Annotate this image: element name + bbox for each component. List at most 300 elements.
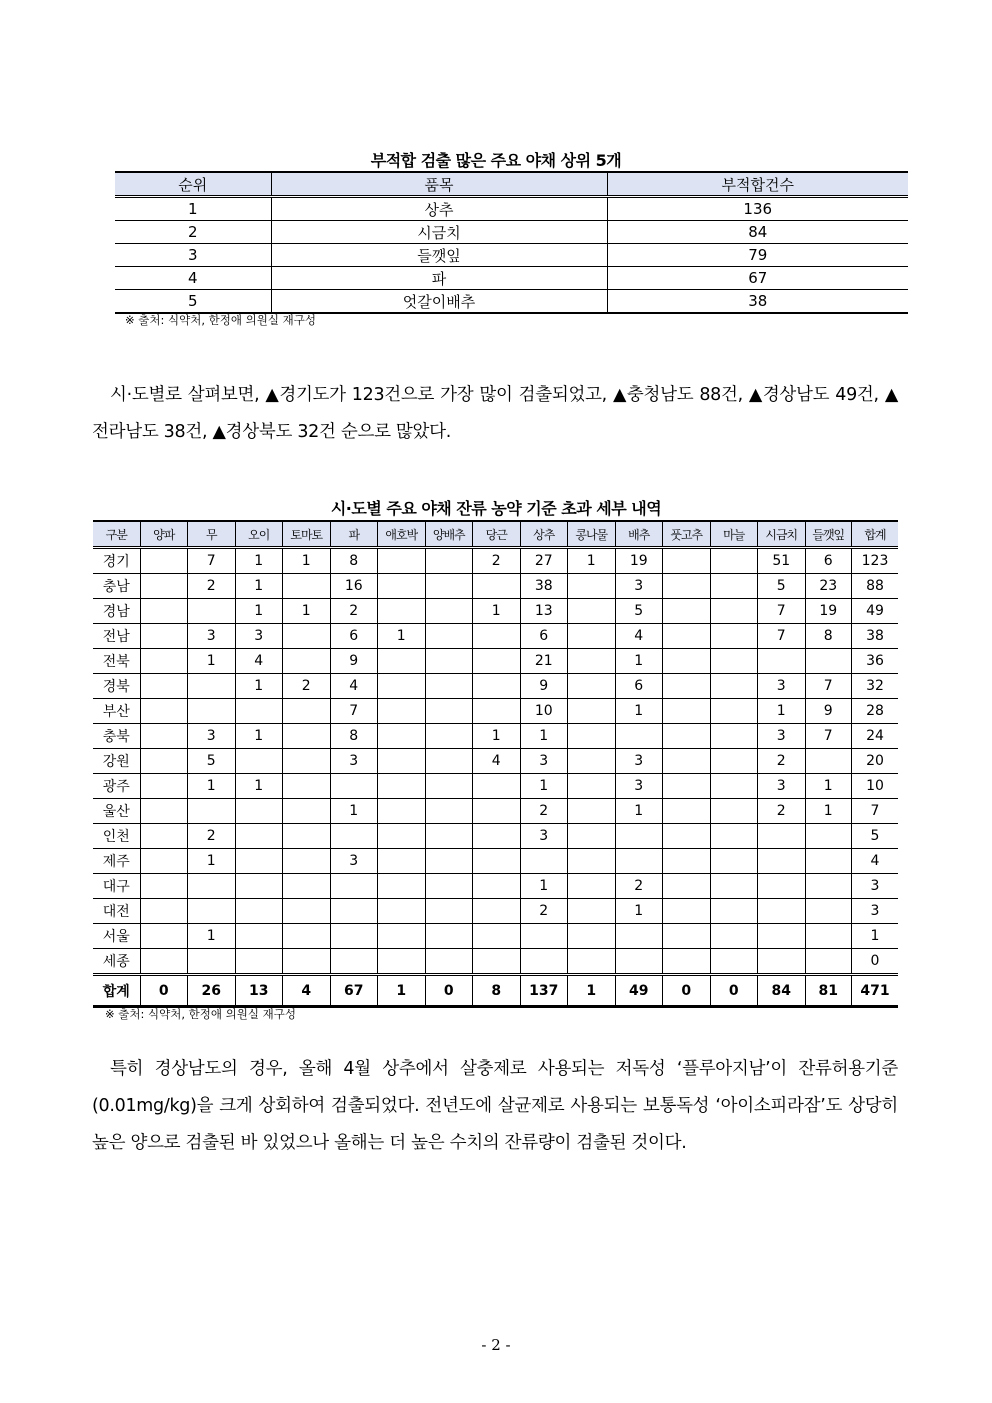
- total-cell: 26: [188, 975, 236, 1007]
- table-cell: [283, 724, 331, 749]
- table-cell: 19: [805, 599, 852, 624]
- table-cell: [568, 674, 616, 699]
- table-cell: [283, 749, 331, 774]
- table-cell: [378, 749, 426, 774]
- table-cell: [758, 899, 806, 924]
- table-cell: [235, 874, 283, 899]
- table-row: [93, 849, 898, 874]
- table-cell: [568, 699, 616, 724]
- table-cell: [140, 799, 188, 824]
- table-cell: 136: [607, 197, 908, 221]
- table-cell: 4: [235, 649, 283, 674]
- table-cell: [710, 774, 758, 799]
- table-cell: [663, 674, 711, 699]
- table-cell: [805, 949, 852, 975]
- table-cell: 1: [615, 649, 663, 674]
- table-cell: 2: [330, 599, 378, 624]
- table-cell: 6: [520, 624, 568, 649]
- table-cell: [568, 649, 616, 674]
- table-row: [115, 244, 908, 267]
- table-cell: [615, 849, 663, 874]
- column-header: 애호박: [378, 521, 426, 548]
- table-cell: [568, 599, 616, 624]
- table-row: [93, 674, 898, 699]
- table-row: [115, 221, 908, 244]
- table-cell: [378, 724, 426, 749]
- paragraph-regional-summary: [92, 377, 898, 451]
- table-cell: [425, 599, 473, 624]
- table-cell: [188, 949, 236, 975]
- table-cell: [473, 899, 521, 924]
- table-cell: [615, 949, 663, 975]
- table-row: [93, 899, 898, 924]
- table-cell: 8: [330, 724, 378, 749]
- table-cell: [615, 824, 663, 849]
- column-header: 무: [188, 521, 236, 548]
- table-cell: 36: [852, 649, 899, 674]
- table-cell: [378, 674, 426, 699]
- table-cell: 3: [615, 749, 663, 774]
- table-row: [93, 724, 898, 749]
- table-row: [93, 574, 898, 599]
- table-cell: 13: [520, 599, 568, 624]
- table-cell: 7: [758, 624, 806, 649]
- table-cell: [710, 849, 758, 874]
- table-cell: [663, 799, 711, 824]
- table-cell: 1: [283, 548, 331, 574]
- table-cell: [330, 949, 378, 975]
- table-cell: [140, 849, 188, 874]
- table-cell: [520, 849, 568, 874]
- table-cell: [140, 899, 188, 924]
- table-cell: [568, 849, 616, 874]
- table-cell: [330, 899, 378, 924]
- table-cell: 1: [188, 649, 236, 674]
- table-cell: 5: [615, 599, 663, 624]
- table-cell: [568, 924, 616, 949]
- table-cell: 3: [615, 574, 663, 599]
- table-cell: 88: [852, 574, 899, 599]
- table-row: [93, 824, 898, 849]
- table-row: [93, 874, 898, 899]
- column-header: 양배추: [425, 521, 473, 548]
- region-cell: 강원: [93, 749, 140, 774]
- table-cell: [283, 699, 331, 724]
- table-cell: [805, 824, 852, 849]
- table-cell: [283, 924, 331, 949]
- table-cell: 2: [758, 749, 806, 774]
- table-cell: [425, 674, 473, 699]
- region-cell: 광주: [93, 774, 140, 799]
- column-header: 순위: [115, 172, 271, 197]
- table-cell: [188, 799, 236, 824]
- table-cell: [425, 924, 473, 949]
- table-cell: [140, 649, 188, 674]
- total-cell: 471: [852, 975, 899, 1007]
- table-cell: 9: [330, 649, 378, 674]
- table-cell: 1: [330, 799, 378, 824]
- table-cell: [425, 749, 473, 774]
- table-row: [93, 624, 898, 649]
- table-cell: [663, 699, 711, 724]
- table-cell: [568, 624, 616, 649]
- table-cell: [235, 824, 283, 849]
- table-cell: [425, 548, 473, 574]
- table-cell: 1: [520, 874, 568, 899]
- table-cell: [140, 599, 188, 624]
- table-cell: [568, 574, 616, 599]
- table-cell: [283, 774, 331, 799]
- column-header: 콩나물: [568, 521, 616, 548]
- table-cell: [473, 674, 521, 699]
- region-cell: 울산: [93, 799, 140, 824]
- table-cell: [235, 749, 283, 774]
- table-cell: 1: [235, 574, 283, 599]
- table-cell: 3: [758, 674, 806, 699]
- total-cell: 합계: [93, 975, 140, 1007]
- table-cell: 84: [607, 221, 908, 244]
- total-cell: 67: [330, 975, 378, 1007]
- table-cell: [425, 724, 473, 749]
- table-cell: [378, 824, 426, 849]
- table2-title: 시·도별 주요 야채 잔류 농약 기준 초과 세부 내역: [330, 499, 662, 518]
- table-cell: 10: [520, 699, 568, 724]
- table-cell: [473, 949, 521, 975]
- table-row: [115, 197, 908, 221]
- table-cell: [140, 724, 188, 749]
- table-row: [93, 699, 898, 724]
- table-row: [93, 599, 898, 624]
- table-cell: 38: [852, 624, 899, 649]
- table-cell: 1: [473, 599, 521, 624]
- total-cell: 49: [615, 975, 663, 1007]
- table-cell: [615, 924, 663, 949]
- table-cell: 3: [615, 774, 663, 799]
- table-cell: [710, 824, 758, 849]
- table-cell: 1: [473, 724, 521, 749]
- table-cell: 38: [520, 574, 568, 599]
- table-cell: [568, 949, 616, 975]
- table-cell: 16: [330, 574, 378, 599]
- table-cell: 9: [805, 699, 852, 724]
- table-cell: 8: [805, 624, 852, 649]
- table-cell: [710, 724, 758, 749]
- table-row: [93, 548, 898, 574]
- table2-source: ※ 출처: 식약처, 한정애 의원실 재구성: [105, 1007, 296, 1021]
- table-cell: [520, 924, 568, 949]
- column-header: 풋고추: [663, 521, 711, 548]
- table-cell: [473, 799, 521, 824]
- total-cell: 0: [425, 975, 473, 1007]
- table-row: [115, 267, 908, 290]
- table-cell: 4: [852, 849, 899, 874]
- table-cell: 7: [852, 799, 899, 824]
- table-cell: [283, 849, 331, 874]
- table-cell: [805, 899, 852, 924]
- table-cell: [330, 824, 378, 849]
- column-header: 오이: [235, 521, 283, 548]
- column-header: 합계: [852, 521, 899, 548]
- table-cell: [425, 899, 473, 924]
- table-cell: [425, 699, 473, 724]
- table-cell: [283, 574, 331, 599]
- table-cell: [710, 949, 758, 975]
- table-cell: 19: [615, 548, 663, 574]
- table-cell: [235, 899, 283, 924]
- table-row: [93, 649, 898, 674]
- table-cell: [330, 924, 378, 949]
- table-cell: [710, 799, 758, 824]
- column-header: 품목: [271, 172, 607, 197]
- table-cell: [663, 749, 711, 774]
- table-cell: [140, 574, 188, 599]
- table-cell: 67: [607, 267, 908, 290]
- table-cell: [473, 874, 521, 899]
- region-cell: 대전: [93, 899, 140, 924]
- table-cell: 2: [473, 548, 521, 574]
- table-cell: [330, 774, 378, 799]
- table-cell: [235, 949, 283, 975]
- table-row: [93, 749, 898, 774]
- table-cell: [283, 799, 331, 824]
- paragraph-text: 특히 경상남도의 경우, 올해 4월 상추에서 살충제로 사용되는 저독성 ‘플루아지남’이 잔류허용기준(0.01mg/kg)을 크게 상회하여 검출되었다. 전년도에 살균제로 사용되는 보통독성 ‘아이소피라잠’도 상당히 높은 양으로 검출된 바 있었으나 올해는 더 높은 수치의 잔류량이 검출된 것이다.: [92, 1059, 898, 1153]
- table-cell: 27: [520, 548, 568, 574]
- table-cell: 10: [852, 774, 899, 799]
- table-cell: [710, 624, 758, 649]
- table-cell: 6: [330, 624, 378, 649]
- table-cell: [663, 548, 711, 574]
- table-cell: 3: [235, 624, 283, 649]
- table-cell: [663, 874, 711, 899]
- region-cell: 충남: [93, 574, 140, 599]
- table-cell: 3: [852, 874, 899, 899]
- table-cell: [805, 749, 852, 774]
- table-cell: [378, 699, 426, 724]
- table-cell: [425, 949, 473, 975]
- table-cell: [710, 924, 758, 949]
- column-header: 구분: [93, 521, 140, 548]
- table-cell: [663, 774, 711, 799]
- table-cell: [758, 949, 806, 975]
- region-cell: 충북: [93, 724, 140, 749]
- table-cell: 1: [188, 849, 236, 874]
- column-header: 마늘: [710, 521, 758, 548]
- table-cell: 1: [615, 899, 663, 924]
- column-header: 상추: [520, 521, 568, 548]
- total-cell: 0: [663, 975, 711, 1007]
- table-cell: [140, 874, 188, 899]
- table-cell: 3: [520, 824, 568, 849]
- table-cell: 7: [805, 674, 852, 699]
- table-cell: [330, 874, 378, 899]
- region-cell: 전남: [93, 624, 140, 649]
- table-cell: 5: [115, 290, 271, 314]
- table-cell: 2: [615, 874, 663, 899]
- table-cell: 1: [188, 924, 236, 949]
- table1-title: 부적합 검출 많은 주요 야채 상위 5개: [370, 151, 622, 170]
- table-cell: [140, 924, 188, 949]
- table-cell: [710, 574, 758, 599]
- table-cell: [710, 874, 758, 899]
- table-cell: 1: [188, 774, 236, 799]
- table-cell: [663, 924, 711, 949]
- table-cell: 1: [568, 548, 616, 574]
- table-cell: [710, 548, 758, 574]
- table-cell: 23: [805, 574, 852, 599]
- region-cell: 대구: [93, 874, 140, 899]
- region-cell: 부산: [93, 699, 140, 724]
- table-cell: 123: [852, 548, 899, 574]
- table-cell: [805, 924, 852, 949]
- table-cell: [378, 548, 426, 574]
- table-cell: 28: [852, 699, 899, 724]
- table-cell: 5: [758, 574, 806, 599]
- total-cell: 137: [520, 975, 568, 1007]
- table-cell: 7: [330, 699, 378, 724]
- table-cell: [188, 699, 236, 724]
- table-cell: 8: [330, 548, 378, 574]
- table-row: [93, 774, 898, 799]
- table-cell: [140, 624, 188, 649]
- table-cell: [378, 799, 426, 824]
- table-cell: 1: [235, 548, 283, 574]
- table-cell: [758, 849, 806, 874]
- region-cell: 전북: [93, 649, 140, 674]
- total-cell: 8: [473, 975, 521, 1007]
- table-cell: 2: [188, 824, 236, 849]
- table-cell: 5: [852, 824, 899, 849]
- table-cell: [710, 674, 758, 699]
- table-cell: 3: [758, 724, 806, 749]
- total-cell: 1: [378, 975, 426, 1007]
- table-cell: [473, 624, 521, 649]
- table-cell: 1: [758, 699, 806, 724]
- table-cell: 51: [758, 548, 806, 574]
- table-cell: 4: [115, 267, 271, 290]
- table-row: [93, 799, 898, 824]
- table-cell: [663, 724, 711, 749]
- table-row: [93, 924, 898, 949]
- column-header: 당근: [473, 521, 521, 548]
- table-cell: 1: [615, 699, 663, 724]
- table-cell: 3: [758, 774, 806, 799]
- table-cell: [663, 574, 711, 599]
- table-cell: [283, 899, 331, 924]
- table-cell: [425, 624, 473, 649]
- table-cell: 2: [520, 799, 568, 824]
- table-cell: [805, 849, 852, 874]
- table-cell: [188, 599, 236, 624]
- table-cell: [473, 849, 521, 874]
- table-cell: [758, 824, 806, 849]
- table-cell: [473, 824, 521, 849]
- table-cell: [425, 649, 473, 674]
- table-cell: 7: [758, 599, 806, 624]
- table-cell: 1: [805, 799, 852, 824]
- table-cell: [378, 599, 426, 624]
- table-cell: 32: [852, 674, 899, 699]
- table-cell: [283, 824, 331, 849]
- table-cell: 1: [805, 774, 852, 799]
- table-cell: [425, 574, 473, 599]
- table-cell: [140, 774, 188, 799]
- table-cell: 시금치: [271, 221, 607, 244]
- table-cell: 24: [852, 724, 899, 749]
- table-cell: [378, 849, 426, 874]
- table-cell: [663, 899, 711, 924]
- table-cell: 3: [188, 624, 236, 649]
- table-cell: 2: [283, 674, 331, 699]
- table-cell: [235, 849, 283, 874]
- table-cell: [378, 574, 426, 599]
- table-cell: 1: [852, 924, 899, 949]
- table-cell: 3: [188, 724, 236, 749]
- table-cell: [710, 699, 758, 724]
- column-header: 토마토: [283, 521, 331, 548]
- table-cell: 1: [115, 197, 271, 221]
- table-cell: [140, 949, 188, 975]
- table-cell: 4: [473, 749, 521, 774]
- table-cell: [805, 874, 852, 899]
- table-cell: [425, 874, 473, 899]
- table-cell: 1: [615, 799, 663, 824]
- regional-detail-table: [93, 520, 898, 1008]
- table-cell: 1: [520, 724, 568, 749]
- region-cell: 경남: [93, 599, 140, 624]
- table-cell: 1: [235, 674, 283, 699]
- table-cell: [378, 949, 426, 975]
- table-cell: [710, 599, 758, 624]
- table-cell: 1: [235, 599, 283, 624]
- table-cell: [378, 874, 426, 899]
- region-cell: 인천: [93, 824, 140, 849]
- table-cell: [520, 949, 568, 975]
- table-cell: 3: [115, 244, 271, 267]
- table-cell: [235, 924, 283, 949]
- table-cell: 2: [188, 574, 236, 599]
- table-cell: [140, 674, 188, 699]
- table-cell: 2: [115, 221, 271, 244]
- table-cell: [473, 699, 521, 724]
- table-cell: [663, 949, 711, 975]
- table-cell: [710, 899, 758, 924]
- table-cell: 49: [852, 599, 899, 624]
- table-cell: 1: [235, 724, 283, 749]
- column-header: 배추: [615, 521, 663, 548]
- table-cell: [758, 649, 806, 674]
- region-cell: 서울: [93, 924, 140, 949]
- table-cell: [425, 849, 473, 874]
- table-cell: [710, 749, 758, 774]
- table-cell: [378, 649, 426, 674]
- table-cell: [283, 649, 331, 674]
- table-cell: [663, 624, 711, 649]
- table-cell: 0: [852, 949, 899, 975]
- paragraph-text: 시·도별로 살펴보면, ▲경기도가 123건으로 가장 많이 검출되었고, ▲충청남도 88건, ▲경상남도 49건, ▲전라남도 38건, ▲경상북도 32건 순으로 많았다.: [92, 385, 898, 442]
- table-cell: 2: [758, 799, 806, 824]
- table-cell: 20: [852, 749, 899, 774]
- total-cell: 0: [710, 975, 758, 1007]
- table-cell: [663, 849, 711, 874]
- table-cell: 엇갈이배추: [271, 290, 607, 314]
- total-cell: 81: [805, 975, 852, 1007]
- region-cell: 세종: [93, 949, 140, 975]
- table-cell: [805, 649, 852, 674]
- table-cell: [663, 649, 711, 674]
- column-header: 파: [330, 521, 378, 548]
- table1-source: ※ 출처: 식약처, 한정애 의원실 재구성: [125, 313, 316, 327]
- table-cell: [473, 924, 521, 949]
